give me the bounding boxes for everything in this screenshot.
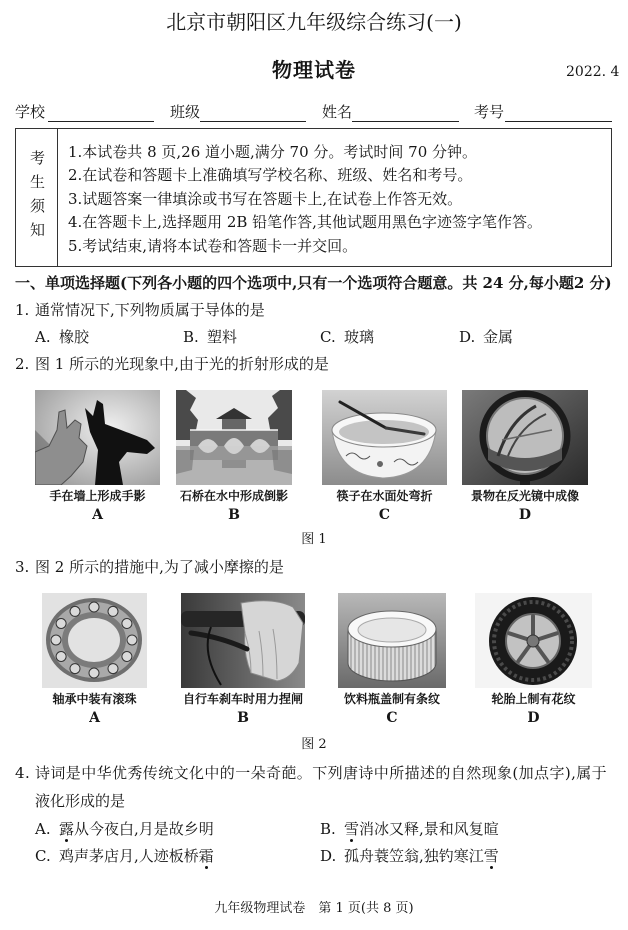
bottle-cap-photo [338, 593, 446, 688]
option-text-before: 鸡声茅店月,人迹板桥 [59, 847, 199, 865]
option-text: 金属 [483, 328, 514, 346]
name-blank [352, 121, 459, 122]
figure-caption: 饮料瓶盖制有条纹 [343, 692, 440, 706]
option-text: 橡胶 [59, 328, 90, 346]
bike-brake-photo [181, 593, 305, 688]
figure-caption: 轮胎上制有花纹 [491, 692, 576, 706]
figure-1-label: 图 1 [301, 532, 327, 547]
chopstick-bowl-photo [322, 390, 447, 485]
figure-letter: D [518, 507, 532, 523]
option-a [35, 326, 89, 348]
notice-line: 3.试题答案一律填涂或书写在答题卡上,在试卷上作答无效。 [68, 190, 463, 208]
figure-letter: B [228, 507, 240, 523]
figure-letter: A [89, 710, 100, 726]
option-label: B. [183, 328, 199, 346]
question-text: 图 1 所示的光现象中,由于光的折射形成的是 [35, 355, 329, 373]
question-4 [15, 762, 607, 784]
question-text: 图 2 所示的措施中,为了减小摩擦的是 [35, 558, 284, 576]
emphasized-character: 霜 [198, 847, 214, 865]
subject-title: 物理试卷 [272, 58, 356, 82]
figure-2-item-b [181, 593, 305, 727]
option-text: 塑料 [207, 328, 238, 346]
question-text: 诗词是中华优秀传统文化中的一朵奇葩。下列唐诗中所描述的自然现象(加点字),属于 [35, 764, 608, 782]
class-field-label: 班级 [170, 103, 201, 121]
notice-line: 4.在答题卡上,选择题用 2B 铅笔作答,其他试题用黑色字迹签字笔作答。 [68, 213, 542, 231]
school-field-label: 学校 [15, 103, 46, 121]
emphasized-character: 露 [59, 820, 75, 838]
notice-line: 5.考试结束,请将本试卷和答题卡一并交回。 [68, 237, 358, 255]
option-label: A. [35, 820, 51, 838]
figure-letter: C [386, 710, 398, 726]
figure-letter: D [527, 710, 540, 726]
tire-tread-photo [475, 593, 592, 688]
emphasized-character: 雪 [344, 820, 360, 838]
question-text: 通常情况下,下列物质属于导体的是 [35, 301, 265, 319]
option-text-after: 消冰又释,景和风复暄 [359, 820, 499, 838]
option-c [320, 326, 374, 348]
figure-2-item-c [338, 593, 446, 727]
figure-caption: 手在墙上形成手影 [49, 489, 146, 503]
option-text-before: 孤舟蓑笠翁,独钓寒江 [344, 847, 484, 865]
figure-caption: 轴承中装有滚珠 [52, 692, 137, 706]
bridge-reflection-photo [176, 390, 292, 485]
option-d [459, 326, 513, 348]
figure-1-item-d [462, 390, 588, 524]
option-text: 玻璃 [344, 328, 375, 346]
figure-caption: 自行车刹车时用力捏闸 [182, 692, 303, 706]
ball-bearing-photo [42, 593, 147, 688]
option-label: D. [320, 847, 337, 865]
school-blank [48, 121, 154, 122]
option-b [183, 326, 237, 348]
figure-1-item-b [176, 390, 292, 524]
question-1 [15, 299, 265, 321]
figure-2-item-a [42, 593, 147, 727]
option-c [35, 845, 214, 867]
name-field-label: 姓名 [322, 103, 353, 121]
option-text-after: 从今夜白,月是故乡明 [74, 820, 214, 838]
option-label: C. [35, 847, 51, 865]
notice-line: 2.在试卷和答题卡上准确填写学校名称、班级、姓名和考号。 [68, 166, 473, 184]
notice-divider [57, 129, 58, 266]
figure-1-item-a [35, 390, 160, 524]
exam-date: 2022. 4 [566, 64, 620, 80]
question-number: 2. [15, 355, 30, 373]
emphasized-character: 雪 [483, 847, 499, 865]
figure-letter: B [237, 710, 249, 726]
option-label: C. [320, 328, 336, 346]
question-number: 4. [15, 764, 31, 782]
convex-mirror-photo [462, 390, 588, 485]
figure-caption: 筷子在水面处弯折 [336, 489, 433, 503]
question-4-continuation: 液化形成的是 [35, 792, 126, 810]
exam-number-field-label: 考号 [474, 103, 505, 121]
option-b [320, 818, 499, 840]
page-footer: 九年级物理试卷 第 1 页(共 8 页) [214, 901, 414, 916]
exam-number-blank [505, 121, 612, 122]
option-label: A. [35, 328, 51, 346]
option-d [320, 845, 499, 867]
question-3 [15, 556, 284, 578]
question-number: 3. [15, 558, 30, 576]
section-heading: 一、单项选择题(下列各小题的四个选项中,只有一个选项符合题意。共 24 分,每小题2 分) [15, 274, 612, 292]
figure-letter: A [92, 507, 103, 523]
figure-letter: C [378, 507, 391, 523]
exam-title: 北京市朝阳区九年级综合练习(一) [166, 10, 462, 34]
hand-shadow-photo [35, 390, 160, 485]
question-number: 1. [15, 301, 30, 319]
question-2 [15, 353, 329, 375]
class-blank [200, 121, 306, 122]
figure-2-item-d [475, 593, 592, 727]
notice-heading: 考生须知 [28, 150, 46, 246]
figure-caption: 景物在反光镜中成像 [470, 489, 579, 503]
option-label: B. [320, 820, 336, 838]
figure-1-item-c [322, 390, 447, 524]
notice-line: 1.本试卷共 8 页,26 道小题,满分 70 分。考试时间 70 分钟。 [68, 143, 478, 161]
figure-caption: 石桥在水中形成倒影 [179, 489, 288, 503]
figure-2-label: 图 2 [301, 737, 327, 752]
option-label: D. [459, 328, 476, 346]
option-a [35, 818, 214, 840]
